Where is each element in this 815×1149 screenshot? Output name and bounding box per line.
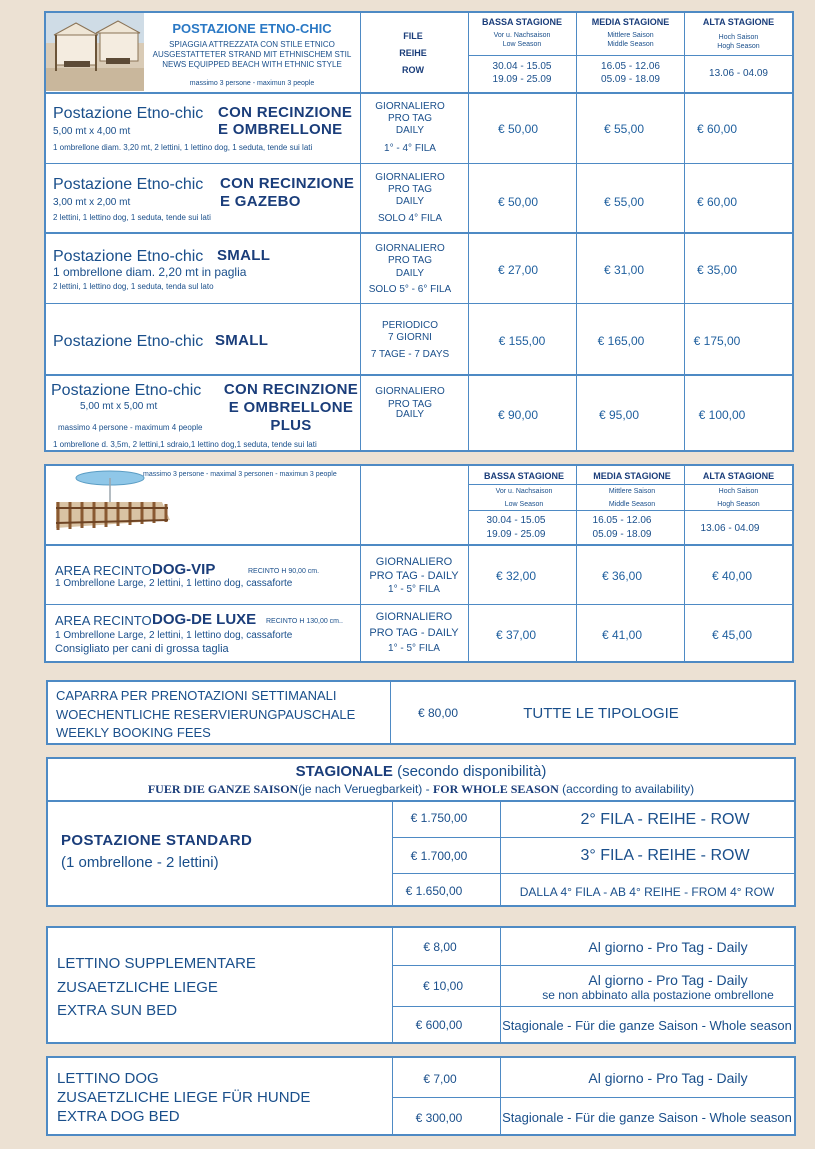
seasonal-desc-row2: 2° FILA - REIHE - ROW xyxy=(580,811,750,828)
dog-deluxe-name: DOG-DE LUXE xyxy=(152,611,257,628)
dog-deluxe-price-high: € 45,00 xyxy=(711,628,753,642)
row1-type2: PRO TAG xyxy=(387,113,433,124)
seasonal-title xyxy=(48,763,794,781)
row2-price-high: € 60,00 xyxy=(696,195,738,209)
season-mid-sub2: Middle Season xyxy=(607,41,654,48)
row3-price-low: € 27,00 xyxy=(497,263,539,277)
row3-size: 1 ombrellone diam. 2,20 mt in paglia xyxy=(53,265,247,279)
seasonal-desc-row4: DALLA 4° FILA - AB 4° REIHE - FROM 4° ROW xyxy=(519,885,775,899)
dog-vip-type2: PRO TAG - DAILY xyxy=(369,570,459,582)
row5-detail: 1 ombrellone d. 3,5m, 2 lettini,1 sdraio,1 lettino dog,1 seduta, tende sui lati xyxy=(53,440,317,449)
row2-type3: DAILY xyxy=(395,196,425,207)
row5-price-mid: € 95,00 xyxy=(598,408,640,422)
row5-price-low: € 90,00 xyxy=(497,408,539,422)
grid-line xyxy=(392,1097,794,1098)
row5-bold2: E OMBRELLONE xyxy=(228,399,354,416)
row5-price-high: € 100,00 xyxy=(698,408,746,422)
row2-type2: PRO TAG xyxy=(387,184,433,195)
dog-season-mid-sub1: Mittlere Saison xyxy=(608,488,656,495)
seasonal-standard-sub: (1 ombrellone - 2 lettini) xyxy=(61,854,219,871)
row5-bold1: CON RECINZIONE xyxy=(223,381,359,398)
row-header-file: FILE xyxy=(403,31,423,41)
season-low-sub1: Vor u. Nachsaison xyxy=(493,32,551,39)
dog-season-low-sub1: Vor u. Nachsaison xyxy=(495,488,553,495)
row3-name: Postazione Etno-chic xyxy=(53,248,204,265)
seasonal-price-row2: € 1.750,00 xyxy=(410,811,468,825)
row1-price-mid: € 55,00 xyxy=(603,122,645,136)
grid-line xyxy=(46,163,793,164)
extra-bed-line-it: LETTINO SUPPLEMENTARE xyxy=(57,955,256,972)
dog-vip-type1: GIORNALIERO xyxy=(375,556,453,568)
season-high-sub1: Hoch Saison xyxy=(718,34,759,41)
grid-line xyxy=(46,92,793,94)
seasonal-title-rest: (secondo disponibilità) xyxy=(392,763,547,780)
dog-vip-price-high: € 40,00 xyxy=(711,569,753,583)
dog-vip-price-low: € 32,00 xyxy=(495,569,537,583)
row4-price-high: € 175,00 xyxy=(693,334,741,348)
row2-detail: 2 lettini, 1 lettino dog, 1 seduta, tende sui lati xyxy=(53,213,211,222)
row5-capacity: massimo 4 persone - maximum 4 people xyxy=(58,423,203,432)
dog-season-high-date: 13.06 - 04.09 xyxy=(700,523,760,534)
dog-vip-prefix: AREA RECINTO xyxy=(55,563,152,578)
seasonal-price-row3: € 1.700,00 xyxy=(410,849,468,863)
etno-chic-title: POSTAZIONE ETNO-CHIC xyxy=(172,21,332,36)
grid-line xyxy=(468,55,793,56)
dog-season-low-date2: 19.09 - 25.09 xyxy=(486,529,546,540)
extra-bed-desc-daily: Al giorno - Pro Tag - Daily xyxy=(588,939,748,955)
season-low-date1: 30.04 - 15.05 xyxy=(492,61,552,72)
dog-season-low-title: BASSA STAGIONE xyxy=(483,471,564,481)
season-low-date2: 19.09 - 25.09 xyxy=(492,74,552,85)
row5-type1: GIORNALIERO xyxy=(375,386,445,397)
row-header-reihe: REIHE xyxy=(399,48,427,58)
extra-bed-desc-daily-alone-note: se non abbinato alla postazione ombrellone xyxy=(542,988,774,1002)
dog-deluxe-price-mid: € 41,00 xyxy=(601,628,643,642)
season-mid-date2: 05.09 - 18.09 xyxy=(601,74,660,85)
dog-deluxe-fila: 1° - 5° FILA xyxy=(388,643,440,654)
row5-type2: PRO TAG xyxy=(387,399,433,410)
row3-type3: DAILY xyxy=(395,268,425,279)
row4-type3: 7 TAGE - 7 DAYS xyxy=(370,349,450,360)
dog-season-low-sub2: Low Season xyxy=(504,501,544,508)
dog-season-mid-date1: 16.05 - 12.06 xyxy=(592,515,652,526)
deposit-note: TUTTE LE TIPOLOGIE xyxy=(523,705,679,722)
season-low-sub2: Low Season xyxy=(502,41,542,48)
season-high-date: 13.06 - 04.09 xyxy=(709,68,768,79)
row3-type1: GIORNALIERO xyxy=(375,243,445,254)
row2-price-low: € 50,00 xyxy=(497,195,539,209)
row2-bold1: CON RECINZIONE xyxy=(220,175,355,192)
dog-bed-line-it: LETTINO DOG xyxy=(57,1070,159,1087)
seasonal-sub-de-bold: FUER DIE GANZE SAISON xyxy=(147,782,299,796)
dog-vip-detail: 1 Ombrellone Large, 2 lettini, 1 lettino dog, cassaforte xyxy=(55,578,293,589)
dog-season-high-title: ALTA STAGIONE xyxy=(702,471,775,481)
grid-line xyxy=(46,604,793,605)
seasonal-sub-en-rest: (according to availability) xyxy=(558,782,695,796)
deposit-line-it: CAPARRA PER PRENOTAZIONI SETTIMANALI xyxy=(56,688,337,703)
row4-name: Postazione Etno-chic xyxy=(53,333,204,350)
dog-bed-desc-season: Stagionale - Für die ganze Saison - Whole season xyxy=(502,1110,792,1125)
grid-line xyxy=(46,544,793,546)
row1-type3: DAILY xyxy=(395,125,425,136)
row4-price-low: € 155,00 xyxy=(498,334,546,348)
dog-season-high-sub2: Hogh Season xyxy=(717,501,760,508)
dog-season-mid-sub2: Middle Season xyxy=(608,501,656,508)
row3-fila: SOLO 5° - 6° FILA xyxy=(368,284,452,295)
row2-bold2: E GAZEBO xyxy=(220,193,301,210)
row5-bold3: PLUS xyxy=(270,417,312,434)
deposit-price: € 80,00 xyxy=(417,706,459,720)
extra-bed-price-daily: € 8,00 xyxy=(423,940,457,954)
etno-chic-desc-it: SPIAGGIA ATTREZZATA CON STILE ETNICO xyxy=(169,40,335,49)
row2-price-mid: € 55,00 xyxy=(603,195,645,209)
grid-line xyxy=(392,1006,794,1007)
seasonal-desc-row3: 3° FILA - REIHE - ROW xyxy=(580,847,750,864)
row3-price-mid: € 31,00 xyxy=(603,263,645,277)
dog-bed-line-de: ZUSAETZLICHE LIEGE FÜR HUNDE xyxy=(57,1089,311,1106)
deposit-line-en: WEEKLY BOOKING FEES xyxy=(56,725,211,740)
row1-bold2: E OMBRELLONE xyxy=(218,121,343,138)
row4-type2: 7 GIORNI xyxy=(388,332,432,343)
seasonal-title-bold: STAGIONALE xyxy=(295,763,393,780)
dog-vip-fila: 1° - 5° FILA xyxy=(388,584,440,595)
dog-vip-price-mid: € 36,00 xyxy=(601,569,643,583)
season-high-sub2: Hogh Season xyxy=(717,43,760,50)
seasonal-sub-en-bold: FOR WHOLE SEASON xyxy=(432,782,559,796)
seasonal-subtitle xyxy=(48,782,794,797)
row5-type3: DAILY xyxy=(395,409,425,420)
row4-price-mid: € 165,00 xyxy=(597,334,645,348)
extra-bed-line-en: EXTRA SUN BED xyxy=(57,1002,178,1019)
row1-name: Postazione Etno-chic xyxy=(53,105,204,122)
extra-bed-desc-daily-alone: Al giorno - Pro Tag - Daily xyxy=(588,972,748,988)
seasonal-price-row4: € 1.650,00 xyxy=(405,884,463,898)
season-high-title: ALTA STAGIONE xyxy=(702,17,775,27)
row5-name: Postazione Etno-chic xyxy=(51,382,202,399)
dog-deluxe-note: RECINTO H 130,00 cm.. xyxy=(266,618,343,625)
dog-deluxe-detail1: 1 Ombrellone Large, 2 lettini, 1 lettino dog, cassaforte xyxy=(55,630,293,641)
row1-detail: 1 ombrellone diam. 3,20 mt, 2 lettini, 1 lettino dog, 1 seduta, tende sui lati xyxy=(53,143,313,152)
row3-price-high: € 35,00 xyxy=(696,263,738,277)
row1-size: 5,00 mt x 4,00 mt xyxy=(53,126,131,137)
row-header-row: ROW xyxy=(402,65,424,75)
dog-deluxe-prefix: AREA RECINTO xyxy=(55,613,152,628)
dog-deluxe-type2: PRO TAG - DAILY xyxy=(369,627,459,639)
row1-price-high: € 60,00 xyxy=(696,122,738,136)
row2-type1: GIORNALIERO xyxy=(375,172,445,183)
grid-line xyxy=(468,484,793,485)
row2-fila: SOLO 4° FILA xyxy=(377,213,443,224)
dog-vip-name: DOG-VIP xyxy=(152,561,216,578)
row1-bold1: CON RECINZIONE xyxy=(218,104,353,121)
extra-bed-desc-season: Stagionale - Für die ganze Saison - Whole season xyxy=(502,1018,792,1033)
grid-line xyxy=(468,510,793,511)
grid-line xyxy=(392,873,794,874)
season-mid-date1: 16.05 - 12.06 xyxy=(601,61,660,72)
grid-line xyxy=(392,837,794,838)
seasonal-standard-label: POSTAZIONE STANDARD xyxy=(61,832,253,849)
grid-line xyxy=(46,232,793,234)
row1-fila: 1° - 4° FILA xyxy=(384,143,436,154)
dog-capacity: massimo 3 persone - maximal 3 personen - maximun 3 people xyxy=(143,471,337,478)
extra-bed-line-de: ZUSAETZLICHE LIEGE xyxy=(57,979,218,996)
dog-season-low-date1: 30.04 - 15.05 xyxy=(486,515,546,526)
row3-bold1: SMALL xyxy=(217,247,271,264)
dog-vip-note: RECINTO H 90,00 cm. xyxy=(248,568,320,575)
grid-line xyxy=(392,965,794,966)
extra-bed-price-season: € 600,00 xyxy=(415,1018,463,1032)
seasonal-sub-de-rest: (je nach Veruegbarkeit) - xyxy=(298,782,433,796)
extra-bed-price-daily-alone: € 10,00 xyxy=(422,979,464,993)
dog-deluxe-price-low: € 37,00 xyxy=(495,628,537,642)
dog-bed-desc-daily: Al giorno - Pro Tag - Daily xyxy=(588,1070,748,1086)
dog-season-high-sub1: Hoch Saison xyxy=(718,488,759,495)
row1-price-low: € 50,00 xyxy=(497,122,539,136)
row4-type1: PERIODICO xyxy=(381,320,439,331)
grid-line xyxy=(46,303,793,304)
season-mid-title: MEDIA STAGIONE xyxy=(591,17,670,27)
dog-deluxe-detail2: Consigliato per cani di grossa taglia xyxy=(55,643,229,655)
dog-season-mid-date2: 05.09 - 18.09 xyxy=(592,529,652,540)
deposit-line-de: WOECHENTLICHE RESERVIERUNGPAUSCHALE xyxy=(56,707,356,722)
dog-bed-price-daily: € 7,00 xyxy=(423,1072,457,1086)
row5-size: 5,00 mt x 5,00 mt xyxy=(80,401,158,412)
etno-chic-desc-en: NEWS EQUIPPED BEACH WITH ETHNIC STYLE xyxy=(162,60,342,69)
row2-size: 3,00 mt x 2,00 mt xyxy=(53,197,131,208)
etno-chic-capacity: massimo 3 persone - maximun 3 people xyxy=(189,80,315,87)
etno-chic-desc-de: AUSGESTATTETER STRAND MIT ETHNISCHEM STIL xyxy=(152,50,352,59)
row3-type2: PRO TAG xyxy=(387,255,433,266)
dog-bed-price-season: € 300,00 xyxy=(415,1111,463,1125)
row1-type1: GIORNALIERO xyxy=(375,101,445,112)
season-low-title: BASSA STAGIONE xyxy=(481,17,562,27)
dog-deluxe-type1: GIORNALIERO xyxy=(375,611,453,623)
grid-line xyxy=(46,374,793,376)
row2-name: Postazione Etno-chic xyxy=(53,176,204,193)
dog-bed-line-en: EXTRA DOG BED xyxy=(57,1108,180,1125)
beach-cabana-photo xyxy=(46,13,144,91)
season-mid-sub1: Mittlere Saison xyxy=(607,32,654,39)
grid-line xyxy=(48,800,794,802)
dog-season-mid-title: MEDIA STAGIONE xyxy=(593,471,671,481)
row4-bold1: SMALL xyxy=(215,332,269,349)
row3-detail: 2 lettini, 1 lettino dog, 1 seduta, tenda sul lato xyxy=(53,282,214,291)
